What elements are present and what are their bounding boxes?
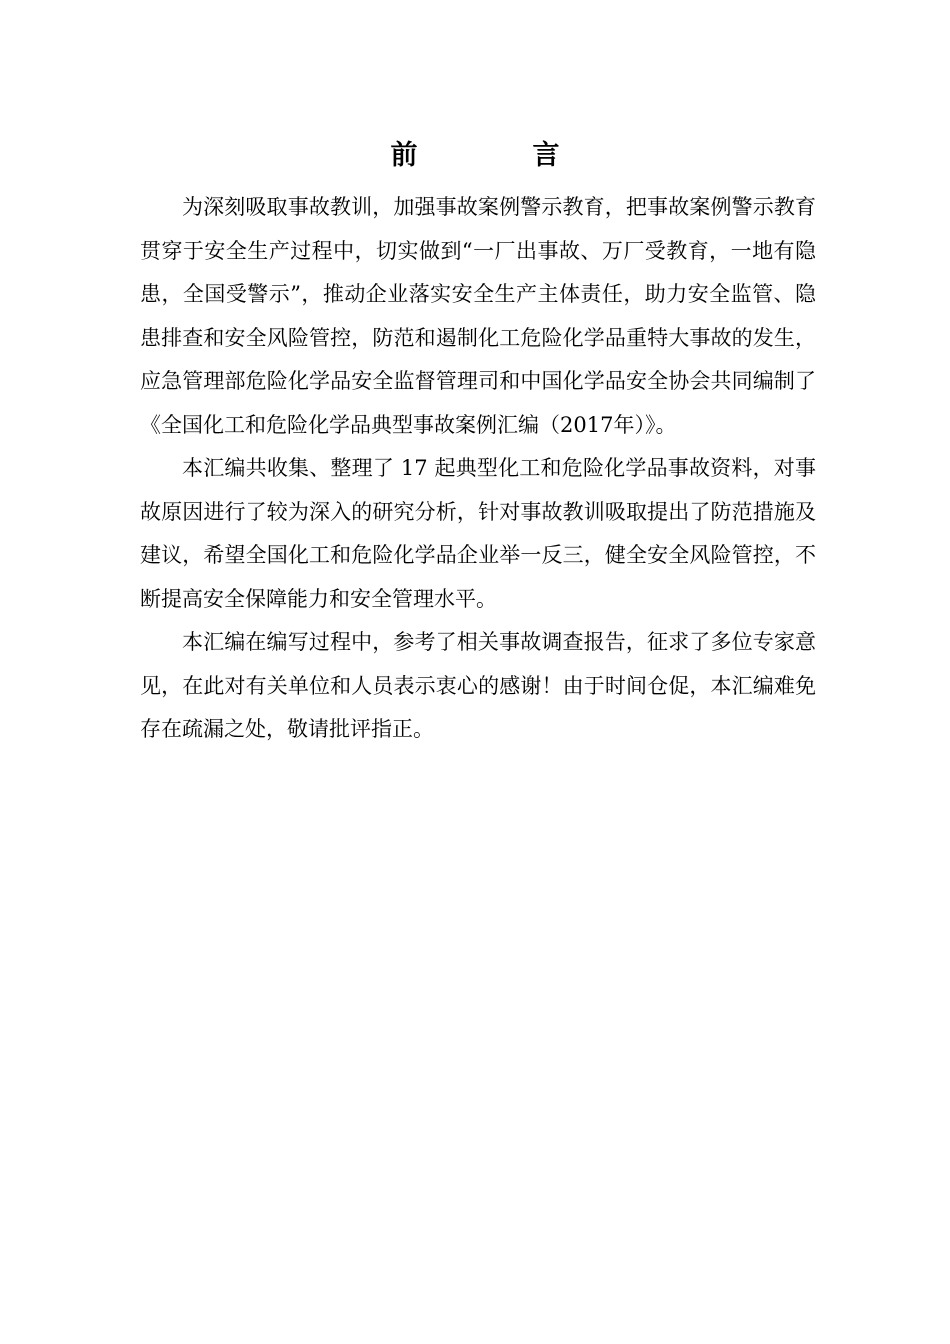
page-title: 前 言 [390,140,604,171]
paragraph-2: 本汇编共收集、整理了 17 起典型化工和危险化学品事故资料，对事故原因进行了较为深入的研究分析，针对事故教训吸取提出了防范措施及建议，希望全国化工和危险化学品企业举一反三，健全安全风险管控，不断提高安全保障能力和安全管理水平。 [140,456,816,611]
paragraph-1: 为深刻吸取事故教训，加强事故案例警示教育，把事故案例警示教育贯穿于安全生产过程中，切实做到“一厂出事故、万厂受教育，一地有隐患，全国受警示”，推动企业落实安全生产主体责任，助力安全监管、隐患排查和安全风险管控，防范和遏制化工危险化学品重特大事故的发生，应急管理部危险化学品安全监督管理司和中国化学品安全协会共同编制了《全国化工和危险化学品典型事故案例汇编（2017年）》。 [140,195,816,437]
paragraph-3: 本汇编在编写过程中，参考了相关事故调查报告，征求了多位专家意见，在此对有关单位和人员表示衷心的感谢！由于时间仓促，本汇编难免存在疏漏之处，敬请批评指正。 [140,630,816,741]
preface-body [140,186,816,752]
